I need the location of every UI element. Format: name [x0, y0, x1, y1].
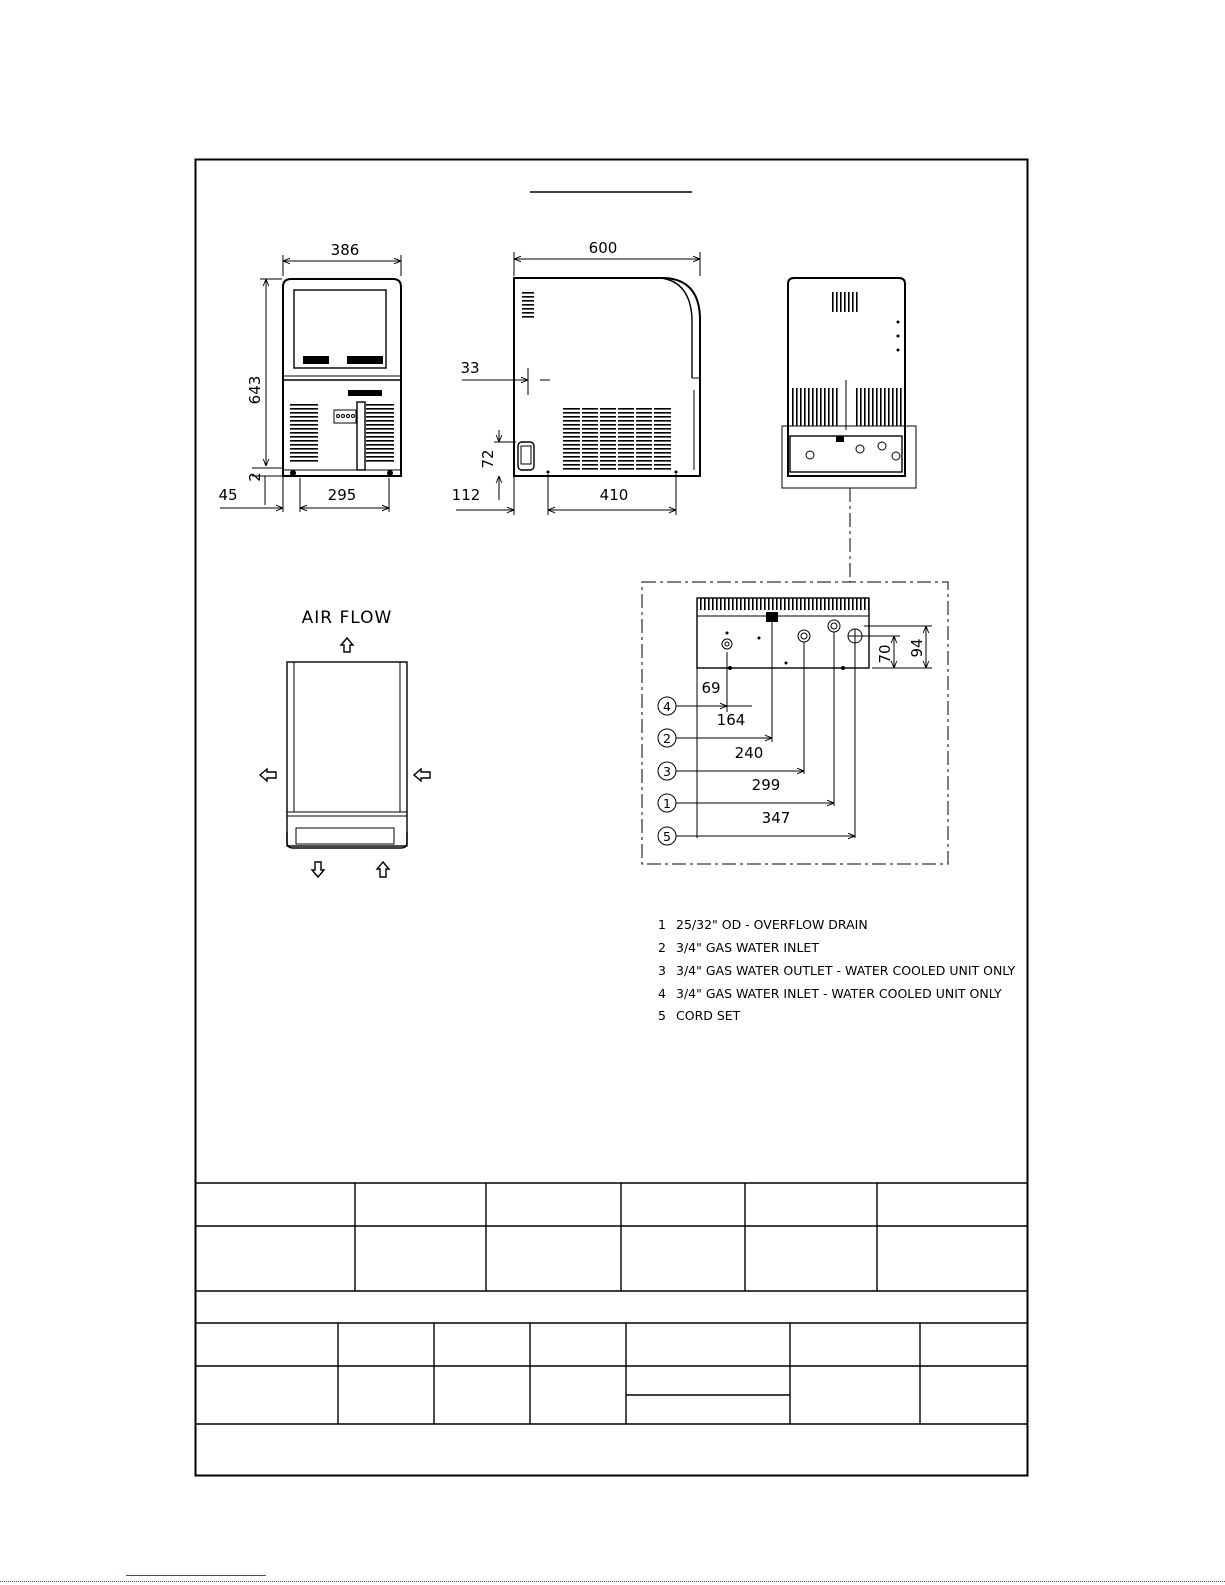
detail-height-94-label: 94: [908, 638, 926, 658]
front-side-offset-label: 45: [218, 486, 238, 504]
air-flow-title: AIR FLOW: [301, 608, 393, 628]
legend-num-5: 5: [658, 1008, 666, 1023]
side-rear-offset-label: 112: [451, 486, 481, 504]
arrow-down-icon: [312, 862, 324, 877]
connection-legend: [658, 917, 1016, 1023]
legend-num-2: 2: [658, 940, 666, 955]
detail-value-164: 164: [716, 711, 746, 729]
detail-marker-2: 2: [663, 731, 671, 746]
arrow-up-icon: [377, 862, 389, 877]
side-inlet-height-label: 72: [479, 449, 497, 469]
connection-detail: [642, 582, 948, 864]
legend-num-3: 3: [658, 963, 666, 978]
detail-row-1: [658, 776, 834, 812]
connection-detail-dimensions: [658, 622, 932, 845]
detail-row-2: [658, 711, 772, 747]
front-base-width-label: 295: [327, 486, 357, 504]
detail-marker-4: 4: [663, 699, 671, 714]
detail-height-70-label: 70: [876, 644, 894, 664]
front-view: [283, 279, 401, 476]
detail-row-3: [658, 744, 804, 780]
side-view: [514, 278, 700, 476]
detail-row-4: [658, 679, 752, 715]
footer-link-underline[interactable]: [126, 1575, 266, 1576]
front-foot-label: 2: [246, 472, 264, 482]
legend-text-4: 3/4" GAS WATER INLET - WATER COOLED UNIT ONLY: [676, 986, 1002, 1001]
footer-dotted-rule: [0, 1581, 1225, 1582]
air-flow-diagram: [260, 608, 430, 877]
legend-text-5: CORD SET: [676, 1008, 741, 1023]
detail-value-69: 69: [701, 679, 721, 697]
front-height-label: 643: [246, 375, 264, 405]
legend-text-2: 3/4" GAS WATER INLET: [676, 940, 819, 955]
legend-num-1: 1: [658, 917, 666, 932]
detail-value-240: 240: [734, 744, 764, 762]
front-width-label: 386: [330, 241, 360, 259]
arrow-left-icon: [260, 769, 276, 781]
arrow-up-icon: [341, 638, 353, 652]
detail-value-299: 299: [751, 776, 781, 794]
legend-text-1: 25/32" OD - OVERFLOW DRAIN: [676, 917, 868, 932]
arrow-left-icon: [414, 769, 430, 781]
detail-marker-3: 3: [663, 764, 671, 779]
detail-value-347: 347: [761, 809, 791, 827]
title-block-table: [195, 1183, 1027, 1424]
rear-view: [782, 278, 916, 582]
detail-row-5: [658, 809, 855, 845]
side-depth-label: 600: [588, 239, 618, 257]
side-foot-span-label: 410: [599, 486, 629, 504]
legend-text-3: 3/4" GAS WATER OUTLET - WATER COOLED UNIT ONLY: [676, 963, 1016, 978]
legend-num-4: 4: [658, 986, 666, 1001]
detail-marker-5: 5: [663, 829, 671, 844]
side-view-dimensions: [452, 239, 700, 515]
side-vent-offset-label: 33: [460, 359, 480, 377]
detail-marker-1: 1: [663, 796, 671, 811]
